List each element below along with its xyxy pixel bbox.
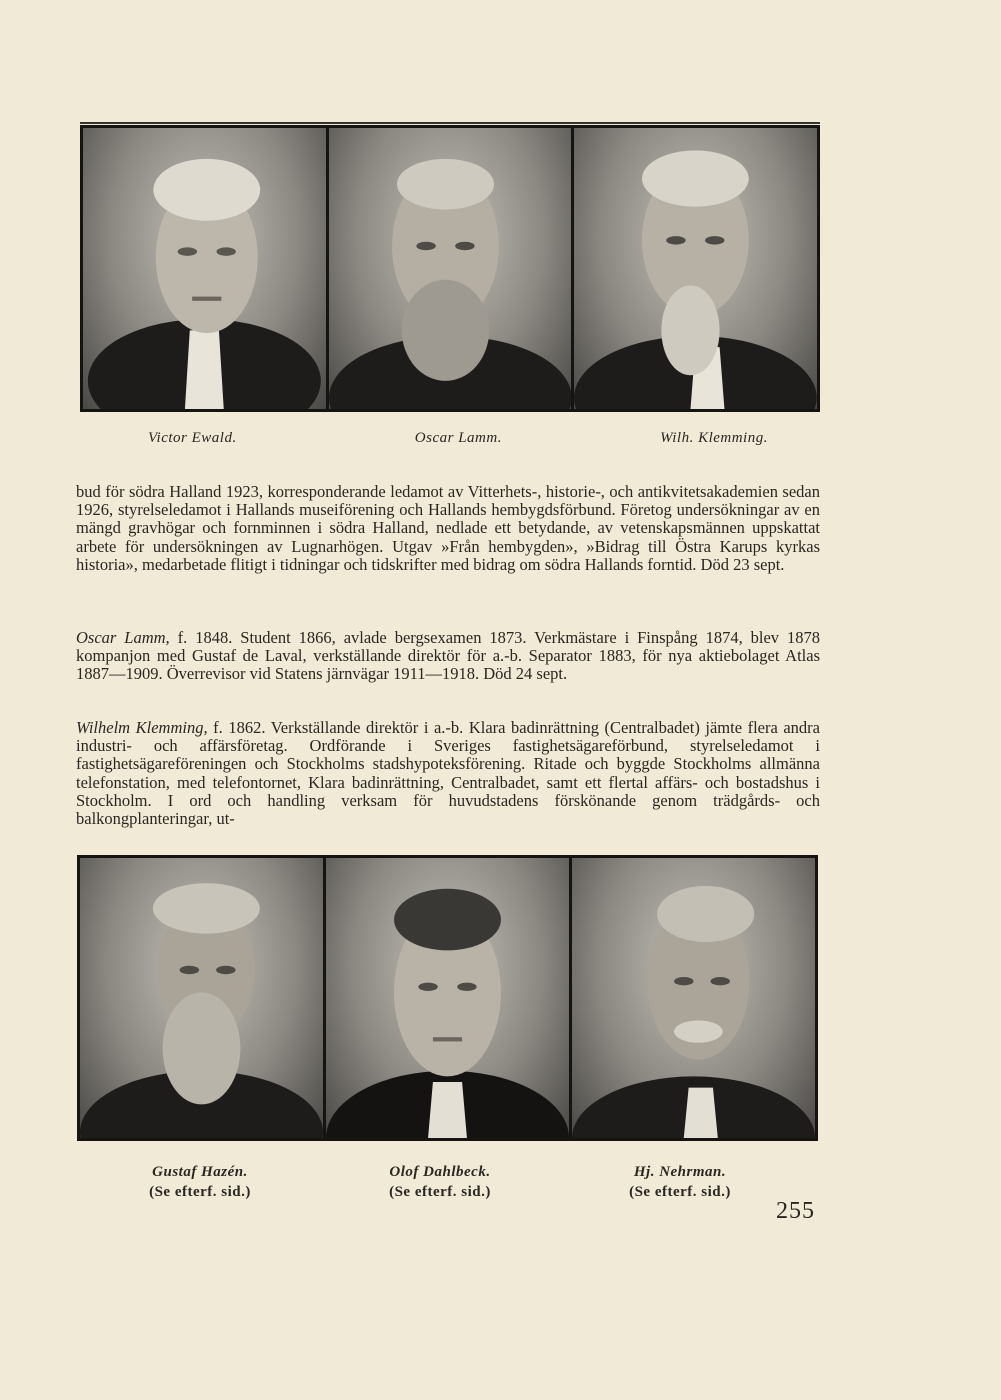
caption-reference: (Se efterf. sid.): [149, 1184, 251, 1200]
caption-gustaf-hazen: [80, 1162, 320, 1202]
paragraph-wilhelm-klemming: [76, 719, 820, 828]
caption-name: Gustaf Hazén.: [152, 1164, 248, 1180]
paragraph-oscar-lamm: [76, 629, 820, 684]
caption-hj-nehrman: [560, 1162, 800, 1202]
paragraph-lead-name: Oscar Lamm,: [76, 628, 170, 647]
page-number: 255: [776, 1198, 815, 1224]
bottom-caption-row: [80, 1162, 800, 1202]
caption-oscar-lamm: Oscar Lamm.: [414, 430, 502, 446]
paragraph-lead-name: Wilhelm Klemming,: [76, 718, 208, 737]
caption-wilh-klemming: Wilh. Klemming.: [660, 430, 768, 446]
caption-reference: (Se efterf. sid.): [389, 1184, 491, 1200]
paragraph-ewald-continuation: bud för södra Halland 1923, korresponderande ledamot av Vitterhets-, historie-, och antikvitetsakademien sedan 1926, styrelseledamot i Hallands museiförening och Hallands hembygdsförbund. Företog undersökningar av en mängd gravhögar och fornminnen i södra Halland, nedlade ett betydande, av vetenskapsmännen uppskattat arbete för undersökningen av Lugnarhögen. Utgav »Från hembygden», »Bidrag till Östra Karups kyrkas historia», medarbetade flitigt i tidningar och tidskrifter med bidrag om södra Hallands forntid. Död 23 sept.: [76, 482, 820, 574]
portrait-wilh-klemming: [574, 128, 817, 409]
top-portrait-row: [80, 125, 820, 412]
top-caption-row: [148, 430, 768, 447]
portrait-gustaf-hazen: [80, 858, 323, 1138]
caption-name: Olof Dahlbeck.: [389, 1164, 491, 1180]
paragraph-body: f. 1862. Verkställande direktör i a.-b. Klara badinrättning (Centralbadet) jämte flera andra industri- och affärsföretag. Ordförande i Sveriges fastighetsägareförbund, styrelseledamot i fastighetsägareföreningen och Stockholms stadshypoteksförening. Ritade och byggde Stockholms allmänna telefonstation, med telefontornet, Klara badinrättning, Centralbadet, samt ett flertal affärs- och bostadshus i Stockholm. I ord och handling verksam för huvudstadens förskönande genom trädgårds- och balkongplanteringar, ut-: [76, 718, 820, 829]
caption-olof-dahlbeck: [320, 1162, 560, 1202]
top-rule: [80, 122, 820, 124]
portrait-hj-nehrman: [572, 858, 815, 1138]
portrait-victor-ewald: [83, 128, 326, 409]
bottom-portrait-row: [77, 855, 818, 1141]
caption-victor-ewald: Victor Ewald.: [148, 430, 237, 446]
paragraph-body: f. 1848. Student 1866, avlade bergsexamen 1873. Verkmästare i Finspång 1874, blev 1878 kompanjon med Gustaf de Laval, verkställande direktör för a.-b. Separator 1883, för nya aktiebolaget Atlas 1887—1909. Överrevisor vid Statens järnvägar 1911—1918. Död 24 sept.: [76, 628, 821, 684]
caption-reference: (Se efterf. sid.): [629, 1184, 731, 1200]
portrait-oscar-lamm: [329, 128, 572, 409]
portrait-olof-dahlbeck: [326, 858, 569, 1138]
caption-name: Hj. Nehrman.: [633, 1164, 727, 1180]
